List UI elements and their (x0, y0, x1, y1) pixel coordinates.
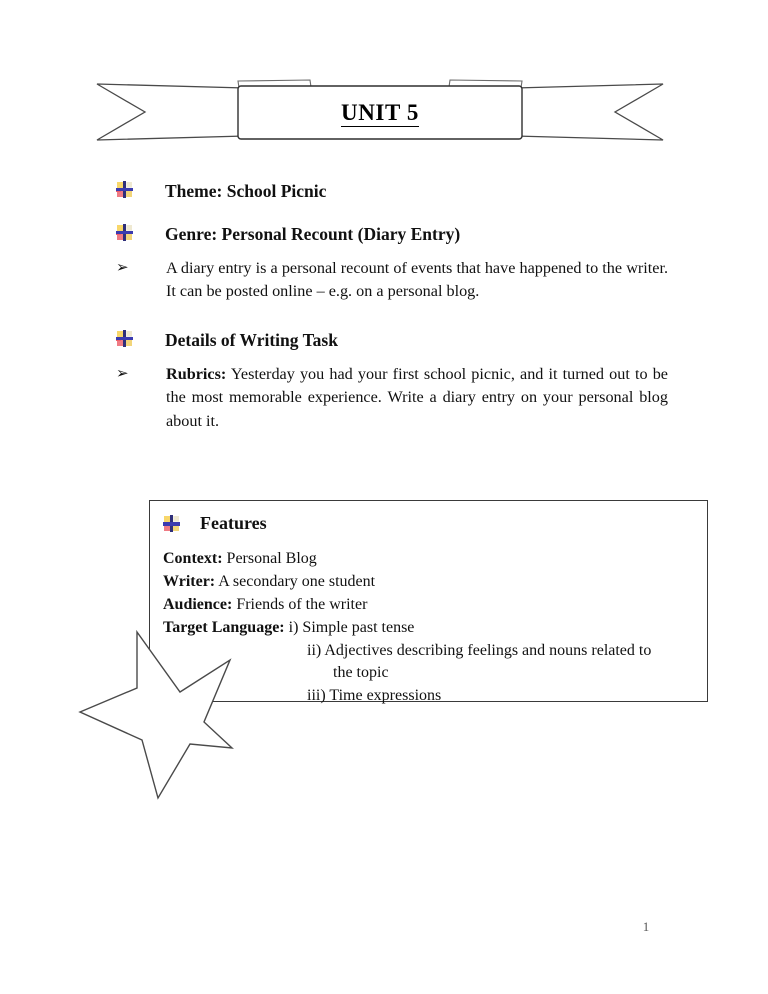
feature-value: A secondary one student (218, 572, 376, 590)
ribbon-right-tail (515, 84, 663, 140)
section-heading-text: Theme: School Picnic (165, 181, 327, 201)
unit-banner (95, 72, 665, 148)
genre-description: A diary entry is a personal recount of events that have happened to the writer. It can be posted online – e.g. on a personal blog. (166, 259, 668, 301)
page-number-value: 1 (642, 919, 650, 934)
feature-row-context (163, 548, 703, 571)
section-heading-details (116, 330, 338, 351)
cross-bullet-icon (116, 224, 133, 241)
rubrics-paragraph (166, 363, 668, 433)
cross-bullet-icon (116, 181, 133, 198)
rubrics-text: Yesterday you had your first school picnic, and it turned out to be the most memorable experience. Write a diary entry on your personal blog about it. (166, 365, 668, 430)
target-language-item-3: iii) Time expressions (307, 687, 442, 705)
feature-row-writer (163, 571, 703, 594)
target-language-item-1: i) Simple past tense (288, 618, 415, 636)
ribbon-left-tail (97, 84, 245, 140)
features-heading-text: Features (200, 513, 267, 533)
five-pointed-star-icon (62, 630, 262, 802)
arrow-bullet-icon: ➢ (116, 364, 129, 382)
page-title-text: UNIT 5 (341, 100, 419, 125)
section-heading-theme (116, 181, 326, 202)
cross-bullet-icon (163, 515, 180, 532)
feature-label: Context: (163, 550, 223, 567)
list-item (116, 257, 670, 304)
feature-label: Writer: (163, 572, 216, 590)
feature-value: Personal Blog (226, 550, 317, 567)
star-decoration (62, 630, 262, 802)
cross-bullet-icon (116, 330, 133, 347)
page-footer (0, 919, 768, 935)
target-language-item-2: ii) Adjectives describing feelings and nouns related to (307, 641, 652, 659)
section-heading-genre (116, 224, 460, 245)
target-language-item-2-cont: the topic (333, 664, 389, 682)
page-title (240, 100, 520, 126)
list-item (116, 363, 670, 433)
section-heading-text: Details of Writing Task (165, 330, 338, 350)
section-heading-text: Genre: Personal Recount (Diary Entry) (165, 224, 461, 244)
feature-label: Audience: (163, 595, 233, 613)
arrow-bullet-icon: ➢ (116, 258, 129, 276)
feature-row-audience (163, 594, 703, 617)
rubrics-label: Rubrics: (166, 365, 227, 383)
target-language-label: Target Language: (163, 618, 285, 636)
features-heading (163, 513, 267, 535)
feature-value: Friends of the writer (236, 595, 368, 613)
